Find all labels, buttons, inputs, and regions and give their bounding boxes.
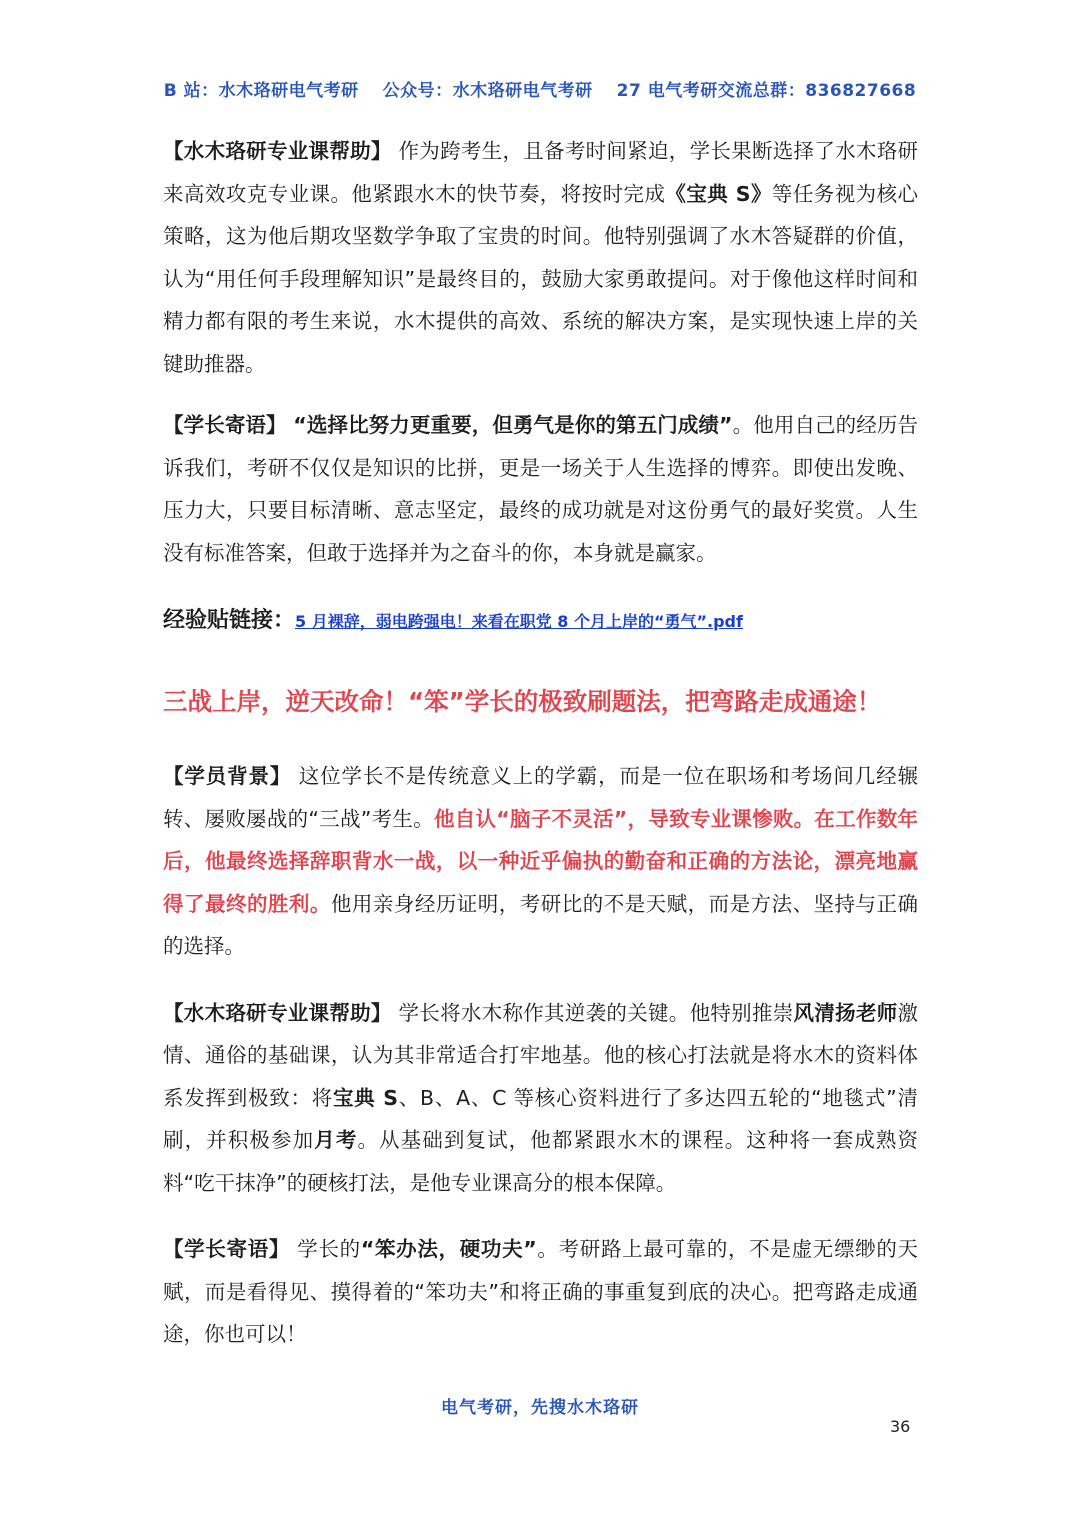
footer-slogan: 电气考研，先搜水木珞研: [441, 1398, 639, 1418]
page-number: 36: [890, 1417, 911, 1436]
header-wechat: 公众号：水木珞研电气考研: [382, 81, 593, 101]
paragraph-senior-words-2: 【学长寄语】 学长的“笨办法，硬功夫”。考研路上最可靠的，不是虚无缥缈的天赋，而是看得见、摸得着的“笨功夫”和将正确的事重复到底的决心。把弯路走成通途，你也可以！: [163, 1237, 919, 1346]
experience-link-label: 经验贴链接：: [163, 608, 296, 633]
paragraph-senior-words-1: 【学长寄语】 “选择比努力更重要，但勇气是你的第五门成绩”。他用自己的经历告诉我们，考研不仅仅是知识的比拼，更是一场关于人生选择的博弈。即使出发晚、压力大，只要目标清晰、意志坚定，最终的成功就是对这份勇气的最好奖赏。人生没有标准答案，但敢于选择并为之奋斗的你，本身就是赢家。: [163, 413, 918, 565]
header-group: 27 电气考研交流总群：836827668: [616, 81, 917, 101]
paragraph-tag: 【学员背景】: [163, 764, 292, 788]
highlight-text: 他自认“脑子不灵活”，导致专业课惨败。在工作数年后，他最终选择辞职背水一战，以一种近乎偏执的勤奋和正确的方法论，漂亮地赢得了最终的胜利。: [163, 806, 918, 916]
paragraph-tag: 【水木珞研专业课帮助】: [163, 139, 392, 163]
experience-pdf-link[interactable]: 5 月裸辞，弱电跨强电！来看在职党 8 个月上岸的“勇气”.pdf: [295, 612, 743, 631]
paragraph-tag: 【水木珞研专业课帮助】: [163, 1000, 392, 1025]
section-title: 三战上岸，逆天改命！“笨”学长的极致刷题法，把弯路走成通途！: [163, 687, 882, 716]
paragraph-tag: 【学长寄语】: [163, 413, 287, 437]
paragraph-tag: 【学长寄语】: [163, 1237, 291, 1261]
paragraph-student-background: 【学员背景】 这位学长不是传统意义上的学霸，而是一位在职场和考场间几经辗转、屡败屡战的“三战”考生。他自认“脑子不灵活”，导致专业课惨败。在工作数年后，他最终选择辞职背水一战，以一种近乎偏执的勤奋和正确的方法论，漂亮地赢得了最终的胜利。他用亲身经历证明，考研比的不是天赋，而是方法、坚持与正确的选择。: [163, 764, 919, 958]
paragraph-shuimu-help-2: 【水木珞研专业课帮助】 学长将水木称作其逆袭的关键。他特别推崇风清扬老师激情、通俗的基础课，认为其非常适合打牢地基。他的核心打法就是将水木的资料体系发挥到极致：将宝典 S、B、A、C 等核心资料进行了多达四五轮的“地毯式”清刷，并积极参加月考。从基础到复试，他都紧跟水木的课程。这种将一套成熟资料“吃干抹净”的硬核打法，是他专业课高分的根本保障。: [163, 1000, 919, 1195]
page-header: [0, 76, 1080, 104]
header-bilibili: B 站：水木珞研电气考研: [163, 81, 359, 101]
paragraph-shuimu-help-1: 【水木珞研专业课帮助】 作为跨考生，且备考时间紧迫，学长果断选择了水木珞研来高效攻克专业课。他紧跟水木的快节奏，将按时完成《宝典 S》等任务视为核心策略，这为他后期攻坚数学争取了宝贵的时间。他特别强调了水木答疑群的价值，认为“用任何手段理解知识”是最终目的，鼓励大家勇敢提问。对于像他这样时间和精力都有限的考生来说，水木提供的高效、系统的解决方案，是实现快速上岸的关键助推器。: [163, 139, 919, 376]
experience-link-line: [163, 601, 918, 642]
senior-quote: “选择比努力更重要，但勇气是你的第五门成绩”: [293, 413, 733, 437]
page-content: [163, 130, 918, 1356]
